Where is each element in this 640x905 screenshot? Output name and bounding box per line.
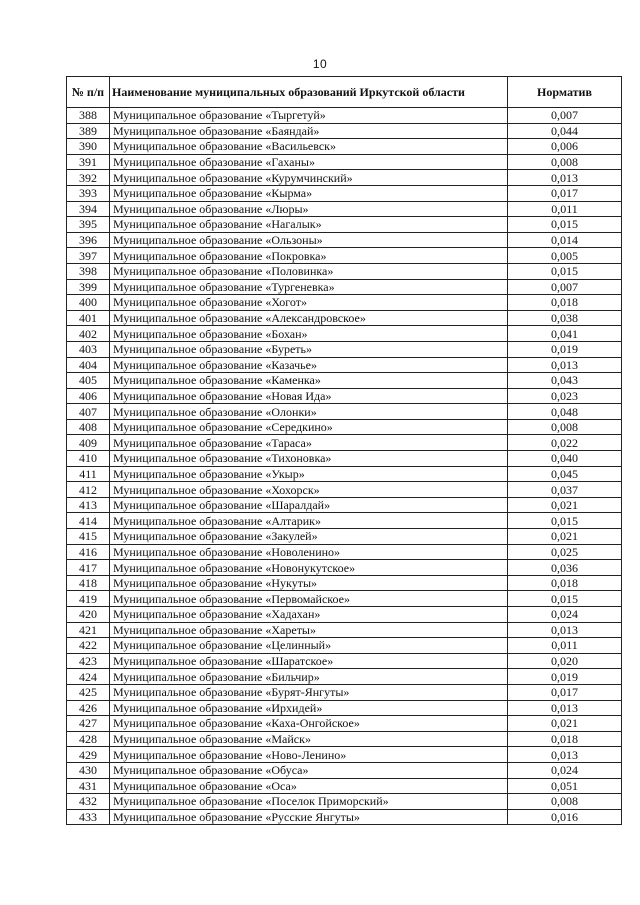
row-number-cell: 430: [67, 762, 110, 778]
table-row: [67, 263, 622, 279]
table-row: [67, 154, 622, 170]
row-number-cell: 388: [67, 108, 110, 124]
table-row: [67, 466, 622, 482]
municipality-name-cell: Муниципальное образование «Тихоновка»: [110, 451, 508, 467]
municipality-name-cell: Муниципальное образование «Оса»: [110, 778, 508, 794]
row-number-cell: 409: [67, 435, 110, 451]
row-number-cell: 432: [67, 794, 110, 810]
row-number-cell: 422: [67, 638, 110, 654]
table-row: [67, 591, 622, 607]
municipality-name-cell: Муниципальное образование «Каха-Онгойское»: [110, 716, 508, 732]
norm-value-cell: 0,023: [508, 388, 622, 404]
norm-value-cell: 0,013: [508, 622, 622, 638]
row-number-cell: 433: [67, 809, 110, 825]
row-number-cell: 408: [67, 419, 110, 435]
municipality-name-cell: Муниципальное образование «Новая Ида»: [110, 388, 508, 404]
norm-value-cell: 0,006: [508, 139, 622, 155]
row-number-cell: 419: [67, 591, 110, 607]
norm-value-cell: 0,021: [508, 716, 622, 732]
table-row: [67, 700, 622, 716]
table-row: [67, 185, 622, 201]
table-row: [67, 326, 622, 342]
municipality-name-cell: Муниципальное образование «Тараса»: [110, 435, 508, 451]
norm-value-cell: 0,008: [508, 419, 622, 435]
municipality-name-cell: Муниципальное образование «Закулей»: [110, 529, 508, 545]
norm-value-cell: 0,041: [508, 326, 622, 342]
municipality-name-cell: Муниципальное образование «Курумчинский»: [110, 170, 508, 186]
municipality-name-cell: Муниципальное образование «Первомайское»: [110, 591, 508, 607]
table-row: [67, 731, 622, 747]
header-municipality-name: Наименование муниципальных образований Иркутской области: [110, 77, 508, 108]
municipality-name-cell: Муниципальное образование «Нукуты»: [110, 575, 508, 591]
municipality-name-cell: Муниципальное образование «Шаралдай»: [110, 497, 508, 513]
norms-table: [66, 76, 622, 825]
row-number-cell: 394: [67, 201, 110, 217]
row-number-cell: 407: [67, 404, 110, 420]
norm-value-cell: 0,018: [508, 731, 622, 747]
municipality-name-cell: Муниципальное образование «Новоленино»: [110, 544, 508, 560]
municipality-name-cell: Муниципальное образование «Тыргетуй»: [110, 108, 508, 124]
table-row: [67, 497, 622, 513]
row-number-cell: 414: [67, 513, 110, 529]
norm-value-cell: 0,015: [508, 513, 622, 529]
table-row: [67, 232, 622, 248]
table-row: [67, 669, 622, 685]
municipality-name-cell: Муниципальное образование «Хохорск»: [110, 482, 508, 498]
table-row: [67, 419, 622, 435]
row-number-cell: 397: [67, 248, 110, 264]
municipality-name-cell: Муниципальное образование «Шаратское»: [110, 653, 508, 669]
municipality-name-cell: Муниципальное образование «Васильевск»: [110, 139, 508, 155]
table-row: [67, 310, 622, 326]
table-row: [67, 451, 622, 467]
norm-value-cell: 0,013: [508, 747, 622, 763]
norm-value-cell: 0,038: [508, 310, 622, 326]
row-number-cell: 393: [67, 185, 110, 201]
table-body: [67, 108, 622, 825]
municipality-name-cell: Муниципальное образование «Ново-Ленино»: [110, 747, 508, 763]
norm-value-cell: 0,015: [508, 263, 622, 279]
table-row: [67, 607, 622, 623]
norm-value-cell: 0,022: [508, 435, 622, 451]
norm-value-cell: 0,024: [508, 762, 622, 778]
norm-value-cell: 0,019: [508, 341, 622, 357]
table-row: [67, 388, 622, 404]
municipality-name-cell: Муниципальное образование «Кырма»: [110, 185, 508, 201]
table-row: [67, 123, 622, 139]
row-number-cell: 416: [67, 544, 110, 560]
municipality-name-cell: Муниципальное образование «Середкино»: [110, 419, 508, 435]
row-number-cell: 431: [67, 778, 110, 794]
norm-value-cell: 0,019: [508, 669, 622, 685]
municipality-name-cell: Муниципальное образование «Хареты»: [110, 622, 508, 638]
municipality-name-cell: Муниципальное образование «Майск»: [110, 731, 508, 747]
row-number-cell: 403: [67, 341, 110, 357]
table-row: [67, 716, 622, 732]
municipality-name-cell: Муниципальное образование «Каменка»: [110, 373, 508, 389]
header-number: № п/п: [67, 77, 110, 108]
row-number-cell: 428: [67, 731, 110, 747]
table-row: [67, 653, 622, 669]
table-row: [67, 622, 622, 638]
table-row: [67, 778, 622, 794]
norm-value-cell: 0,051: [508, 778, 622, 794]
municipality-name-cell: Муниципальное образование «Поселок Приморский»: [110, 794, 508, 810]
municipality-name-cell: Муниципальное образование «Казачье»: [110, 357, 508, 373]
table-row: [67, 513, 622, 529]
norm-value-cell: 0,048: [508, 404, 622, 420]
municipality-name-cell: Муниципальное образование «Бурят-Янгуты»: [110, 684, 508, 700]
table-row: [67, 684, 622, 700]
municipality-name-cell: Муниципальное образование «Бильчир»: [110, 669, 508, 685]
row-number-cell: 413: [67, 497, 110, 513]
table-row: [67, 794, 622, 810]
municipality-name-cell: Муниципальное образование «Новонукутское»: [110, 560, 508, 576]
norm-value-cell: 0,044: [508, 123, 622, 139]
table-row: [67, 248, 622, 264]
municipality-name-cell: Муниципальное образование «Целинный»: [110, 638, 508, 654]
row-number-cell: 417: [67, 560, 110, 576]
table-row: [67, 482, 622, 498]
table-row: [67, 108, 622, 124]
row-number-cell: 420: [67, 607, 110, 623]
row-number-cell: 425: [67, 684, 110, 700]
norm-value-cell: 0,015: [508, 217, 622, 233]
municipality-name-cell: Муниципальное образование «Гаханы»: [110, 154, 508, 170]
norm-value-cell: 0,013: [508, 170, 622, 186]
table-row: [67, 373, 622, 389]
table-row: [67, 435, 622, 451]
table-row: [67, 529, 622, 545]
row-number-cell: 398: [67, 263, 110, 279]
table-row: [67, 809, 622, 825]
norm-value-cell: 0,043: [508, 373, 622, 389]
row-number-cell: 410: [67, 451, 110, 467]
table-row: [67, 217, 622, 233]
municipality-name-cell: Муниципальное образование «Олонки»: [110, 404, 508, 420]
row-number-cell: 399: [67, 279, 110, 295]
page-number: 10: [312, 57, 328, 71]
table-row: [67, 170, 622, 186]
norm-value-cell: 0,017: [508, 185, 622, 201]
table-row: [67, 279, 622, 295]
municipality-name-cell: Муниципальное образование «Нагалык»: [110, 217, 508, 233]
row-number-cell: 395: [67, 217, 110, 233]
row-number-cell: 427: [67, 716, 110, 732]
norm-value-cell: 0,008: [508, 154, 622, 170]
row-number-cell: 390: [67, 139, 110, 155]
municipality-name-cell: Муниципальное образование «Обуса»: [110, 762, 508, 778]
norm-value-cell: 0,007: [508, 108, 622, 124]
norm-value-cell: 0,025: [508, 544, 622, 560]
row-number-cell: 406: [67, 388, 110, 404]
row-number-cell: 389: [67, 123, 110, 139]
municipality-name-cell: Муниципальное образование «Баяндай»: [110, 123, 508, 139]
table-row: [67, 139, 622, 155]
norm-value-cell: 0,045: [508, 466, 622, 482]
table-row: [67, 747, 622, 763]
row-number-cell: 391: [67, 154, 110, 170]
norm-value-cell: 0,018: [508, 575, 622, 591]
row-number-cell: 411: [67, 466, 110, 482]
row-number-cell: 412: [67, 482, 110, 498]
norm-value-cell: 0,037: [508, 482, 622, 498]
norm-value-cell: 0,021: [508, 497, 622, 513]
row-number-cell: 426: [67, 700, 110, 716]
norm-value-cell: 0,024: [508, 607, 622, 623]
municipality-name-cell: Муниципальное образование «Алтарик»: [110, 513, 508, 529]
municipality-name-cell: Муниципальное образование «Хогот»: [110, 295, 508, 311]
row-number-cell: 415: [67, 529, 110, 545]
norm-value-cell: 0,015: [508, 591, 622, 607]
row-number-cell: 418: [67, 575, 110, 591]
table-row: [67, 544, 622, 560]
table-row: [67, 404, 622, 420]
row-number-cell: 423: [67, 653, 110, 669]
norm-value-cell: 0,017: [508, 684, 622, 700]
municipality-name-cell: Муниципальное образование «Ользоны»: [110, 232, 508, 248]
table-row: [67, 575, 622, 591]
municipality-name-cell: Муниципальное образование «Люры»: [110, 201, 508, 217]
table-row: [67, 762, 622, 778]
header-norm: Норматив: [508, 77, 622, 108]
row-number-cell: 424: [67, 669, 110, 685]
table-row: [67, 357, 622, 373]
norm-value-cell: 0,005: [508, 248, 622, 264]
norm-value-cell: 0,007: [508, 279, 622, 295]
row-number-cell: 404: [67, 357, 110, 373]
municipality-name-cell: Муниципальное образование «Укыр»: [110, 466, 508, 482]
table-row: [67, 638, 622, 654]
norm-value-cell: 0,040: [508, 451, 622, 467]
norm-value-cell: 0,036: [508, 560, 622, 576]
norm-value-cell: 0,018: [508, 295, 622, 311]
row-number-cell: 421: [67, 622, 110, 638]
row-number-cell: 402: [67, 326, 110, 342]
municipality-name-cell: Муниципальное образование «Буреть»: [110, 341, 508, 357]
row-number-cell: 405: [67, 373, 110, 389]
table-row: [67, 201, 622, 217]
municipality-name-cell: Муниципальное образование «Русские Янгуты»: [110, 809, 508, 825]
norm-value-cell: 0,021: [508, 529, 622, 545]
norm-value-cell: 0,008: [508, 794, 622, 810]
table-row: [67, 341, 622, 357]
table-header-row: [67, 77, 622, 108]
municipality-name-cell: Муниципальное образование «Тургеневка»: [110, 279, 508, 295]
norm-value-cell: 0,020: [508, 653, 622, 669]
row-number-cell: 429: [67, 747, 110, 763]
row-number-cell: 396: [67, 232, 110, 248]
row-number-cell: 392: [67, 170, 110, 186]
norm-value-cell: 0,013: [508, 357, 622, 373]
municipality-name-cell: Муниципальное образование «Покровка»: [110, 248, 508, 264]
norm-value-cell: 0,014: [508, 232, 622, 248]
municipality-name-cell: Муниципальное образование «Ирхидей»: [110, 700, 508, 716]
row-number-cell: 400: [67, 295, 110, 311]
municipality-name-cell: Муниципальное образование «Половинка»: [110, 263, 508, 279]
norm-value-cell: 0,011: [508, 201, 622, 217]
municipality-name-cell: Муниципальное образование «Александровское»: [110, 310, 508, 326]
norm-value-cell: 0,016: [508, 809, 622, 825]
row-number-cell: 401: [67, 310, 110, 326]
norm-value-cell: 0,013: [508, 700, 622, 716]
municipality-name-cell: Муниципальное образование «Бохан»: [110, 326, 508, 342]
table-row: [67, 295, 622, 311]
norm-value-cell: 0,011: [508, 638, 622, 654]
table-row: [67, 560, 622, 576]
municipality-name-cell: Муниципальное образование «Хадахан»: [110, 607, 508, 623]
